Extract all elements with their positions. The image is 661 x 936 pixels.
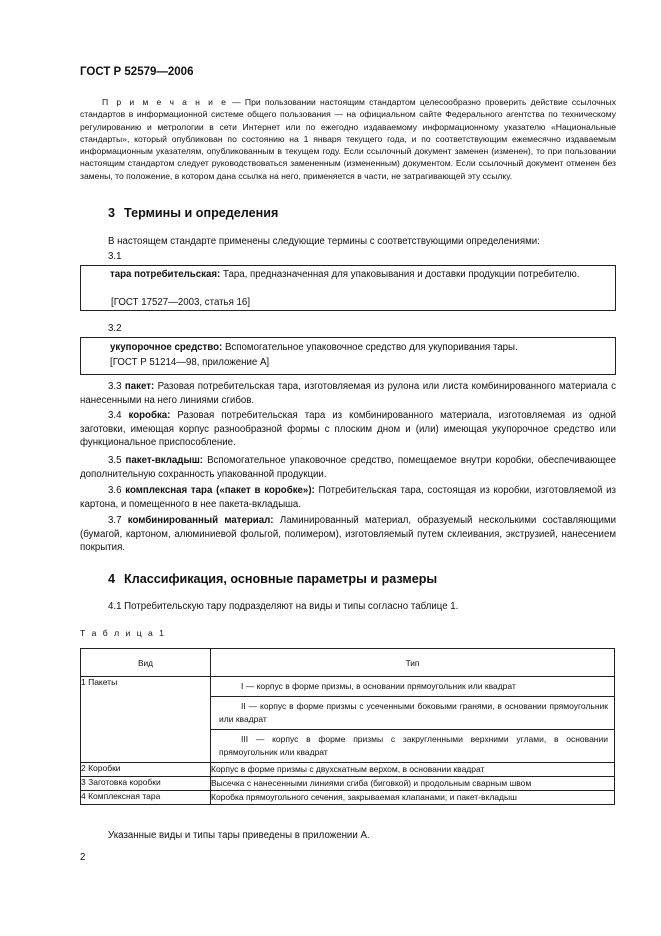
document-header: ГОСТ Р 52579—2006	[80, 66, 194, 78]
closing-paragraph: Указанные виды и типы тары приведены в приложении А.	[108, 830, 370, 841]
table-caption: Т а б л и ц а 1	[80, 628, 166, 638]
clause-4-1: 4.1 Потребительскую тару подразделяют на виды и типы согласно таблице 1.	[108, 601, 459, 612]
column-header-vid: Вид	[81, 649, 211, 677]
type-item: II — корпус в форме призмы с усеченными боковыми гранями, в основании прямоугольник или квадрат	[211, 696, 614, 729]
note-label: П р и м е ч а н и е	[102, 97, 228, 107]
term-3-5: 3.5 пакет-вкладыш: Вспомогательное упаковочное средство, помещаемое внутри коробки, обеспечивающее дополнительную сохранность упакованной продукции.	[80, 455, 616, 480]
section-3-heading: 3 Термины и определения	[108, 206, 279, 220]
table-row	[81, 763, 615, 777]
type-item: III — корпус в форме призмы с закругленными верхними углами, в основании прямоугольник или квадрат	[211, 729, 614, 762]
table-row	[81, 677, 615, 763]
cell-tip: Коробка прямоугольного сечения, закрываемая клапанами, и пакет-вкладыш	[211, 791, 615, 805]
note-text: — При пользовании настоящим стандартом целесообразно проверить действие ссылочных стандартов в информационной системе общего пользования — на официальном сайте Федерального агентства по техническому регулированию и метрологии в сети Интернет или по ежегодно издаваемому информационному указателю «Национальные стандарты», который опубликован по состоянию на 1 января текущего года, и по соответствующим ежемесячно издаваемым информационным указателям, опубликованным в текущем году. Если ссылочный документ заменен (изменен), то при пользовании настоящим стандартом следует руководствоваться замененным (измененным) документом. Если ссылочный документ отменен без замены, то положение, в котором дана ссылка на него, применяется в части, не затрагивающей эту ссылку.	[80, 97, 617, 181]
section-4-heading: 4 Классификация, основные параметры и размеры	[108, 572, 438, 586]
term-3-1-text: тара потребительская: Тара, предназначенная для упаковывания и доставки продукции потребителю.	[110, 269, 580, 280]
term-3-2-box	[80, 337, 616, 375]
table-header-row	[81, 649, 615, 677]
section-3-intro: В настоящем стандарте применены следующие термины с соответствующими определениями:	[108, 236, 540, 247]
term-3-1-ref: [ГОСТ 17527—2003, статья 16]	[111, 297, 251, 308]
cell-vid: 3 Заготовка коробки	[81, 777, 211, 791]
term-3-3: 3.3 пакет: Разовая потребительская тара, изготовляемая из рулона или листа комбинированного материала с нанесенными на него линиями сгибов.	[80, 381, 616, 406]
column-header-tip: Тип	[211, 649, 615, 677]
cell-tip: Высечка с нанесенными линиями сгиба (биговкой) и продольным сварным швом	[211, 777, 615, 791]
cell-tip: Корпус в форме призмы с двухскатным верхом, в основании квадрат	[211, 763, 615, 777]
term-3-1-number: 3.1	[108, 251, 122, 262]
term-3-2-number: 3.2	[108, 323, 122, 334]
term-3-7: 3.7 комбинированный материал: Ламинированный материал, образуемый несколькими составляющими (бумагой, картоном, алюминиевой фольгой, полимером), изготовляемый путем склеивания, экструзией, нанесением покрытия.	[80, 515, 616, 554]
term-3-2-ref: [ГОСТ Р 51214—98, приложение А]	[110, 357, 270, 368]
table-row	[81, 791, 615, 805]
term-3-1-box	[80, 265, 616, 311]
table-row	[81, 777, 615, 791]
cell-vid: 2 Коробки	[81, 763, 211, 777]
classification-table	[80, 648, 615, 805]
term-3-2-text: укупорочное средство: Вспомогательное упаковочное средство для укупоривания тары.	[110, 342, 518, 353]
type-item: I — корпус в форме призмы, в основании прямоугольник или квадрат	[241, 681, 516, 691]
term-3-6: 3.6 комплексная тара («пакет в коробке»): Потребительская тара, состоящая из коробки, изготовляемой из картона, и помещенного в нее пакета-вкладыша.	[80, 485, 616, 510]
cell-vid: 4 Комплексная тара	[81, 791, 211, 805]
page-number: 2	[80, 852, 86, 863]
term-3-4: 3.4 коробка: Разовая потребительская тара из комбинированного материала, изготовляемая из одной заготовки, имеющая корпус разнообразной формы с плоским дном и (или) имеющая укупорочное средство или функциональное приспособление.	[80, 410, 616, 449]
cell-vid: 1 Пакеты	[81, 677, 211, 763]
note-paragraph	[80, 96, 616, 182]
cell-tip	[211, 677, 615, 763]
